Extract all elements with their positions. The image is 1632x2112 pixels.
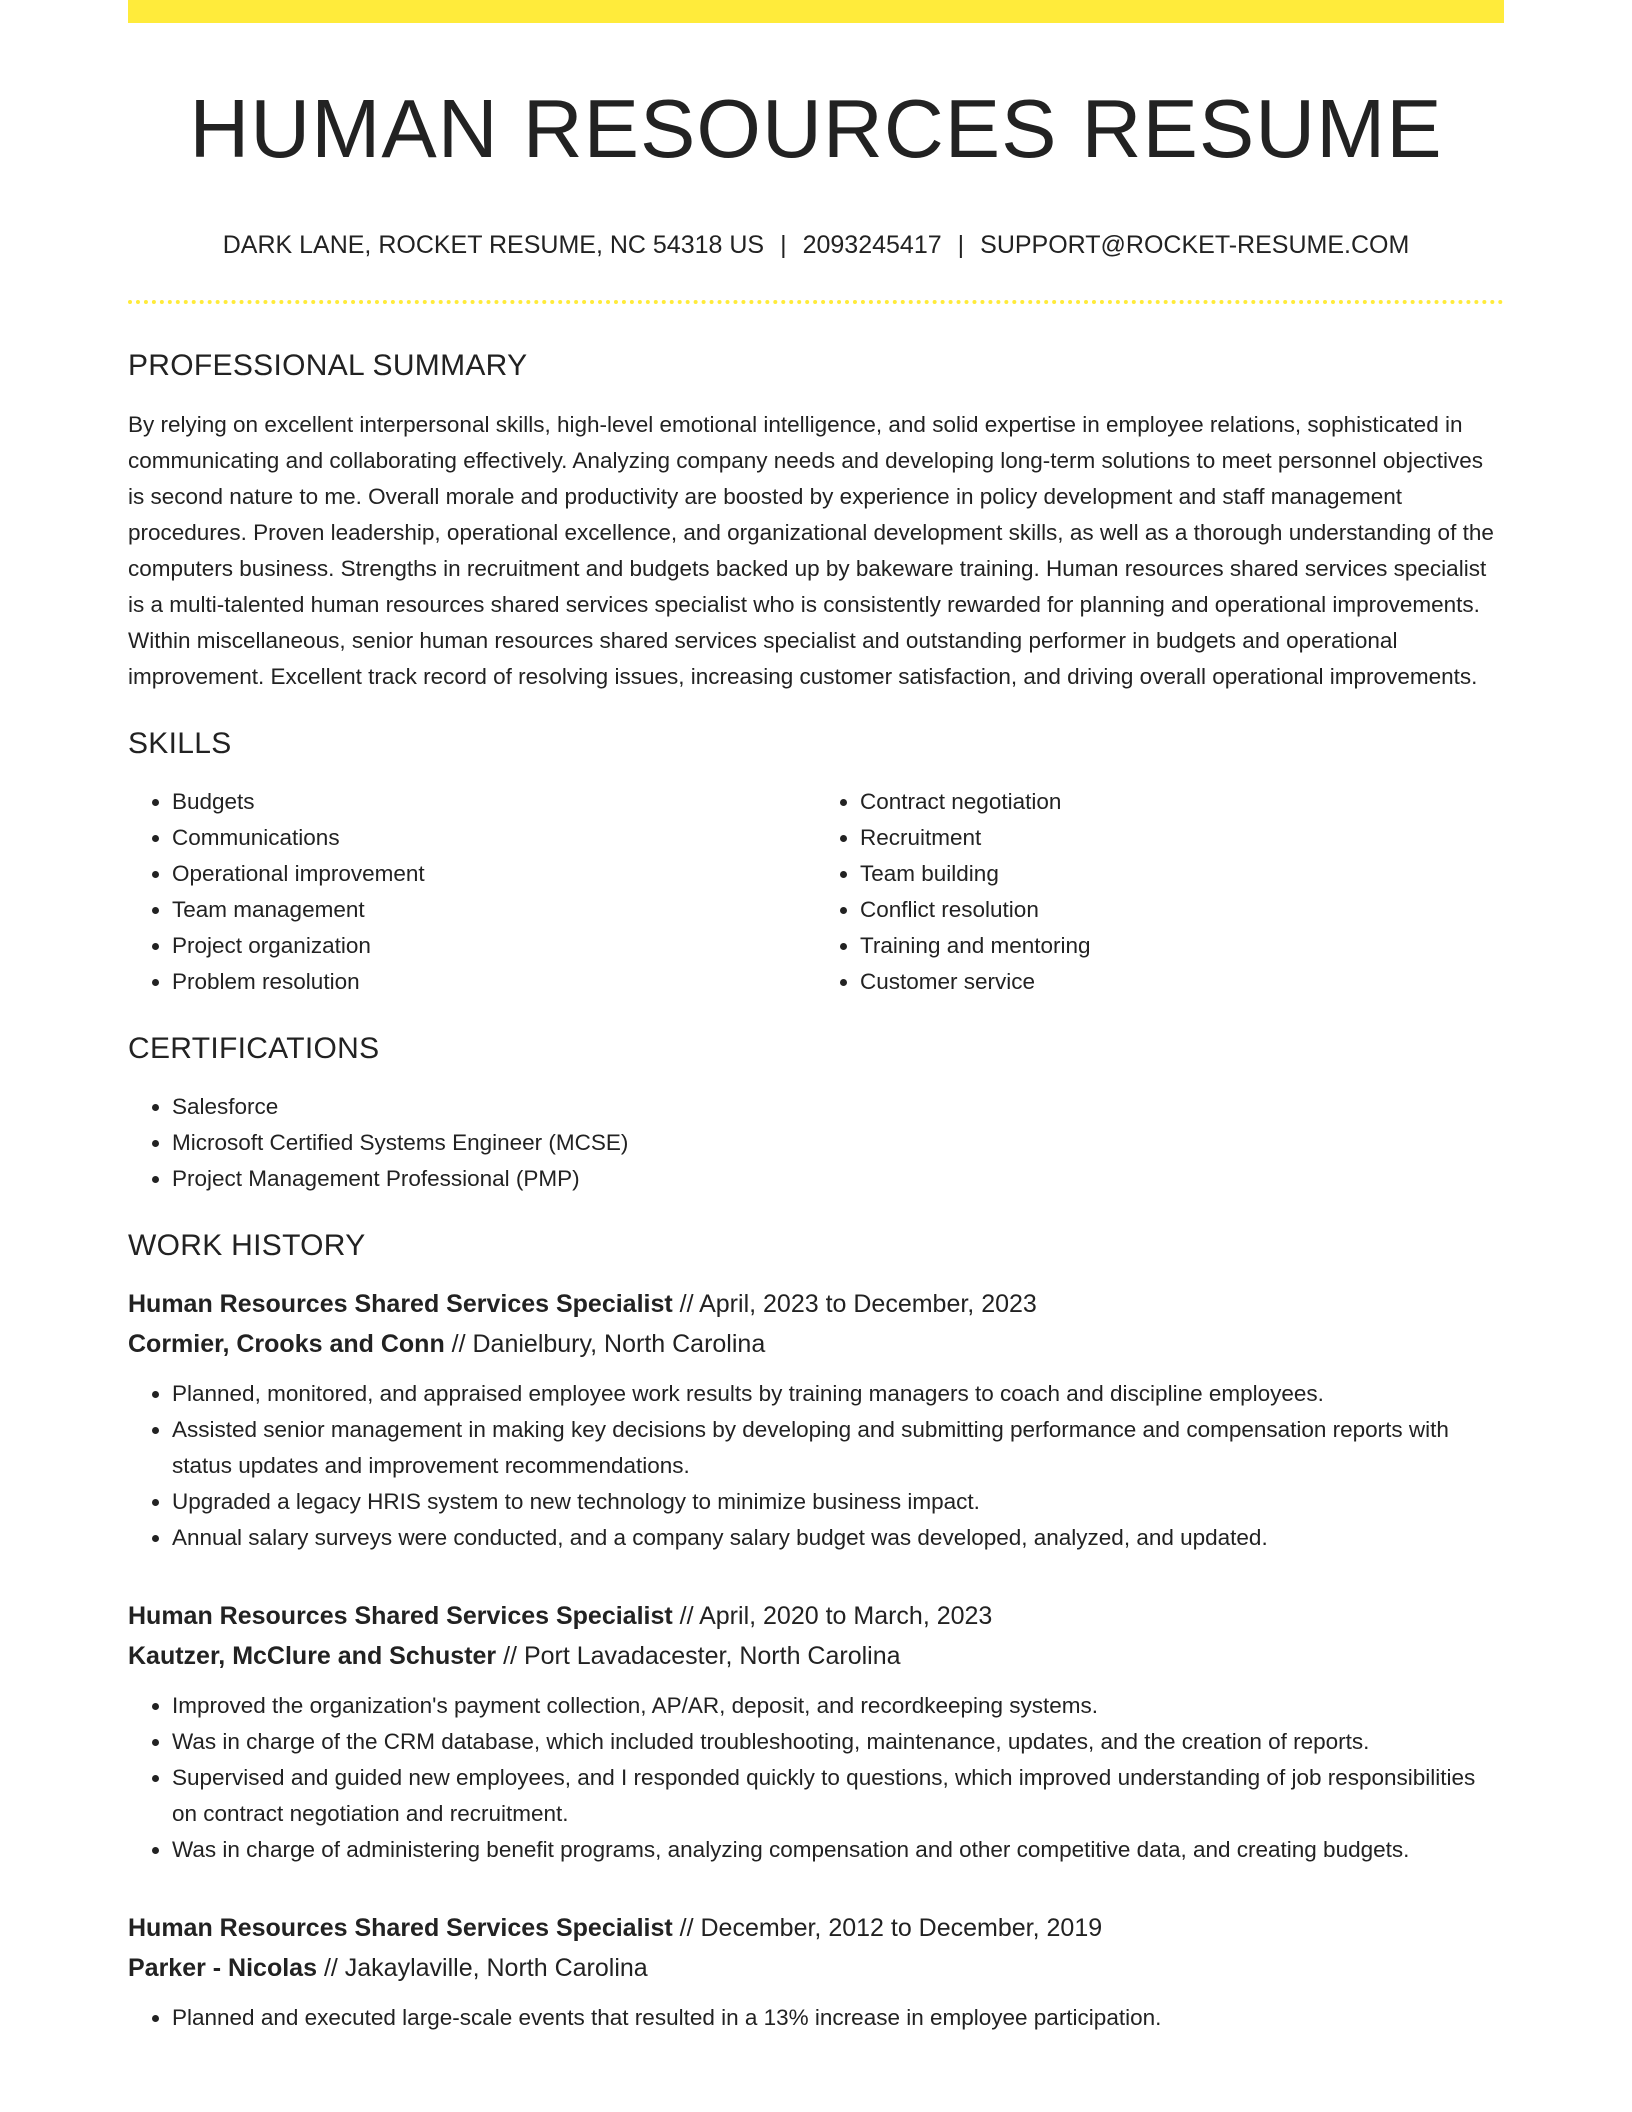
job-company: Kautzer, McClure and Schuster <box>128 1642 497 1671</box>
certifications-list <box>128 1089 1504 1197</box>
job-bullet: • Planned and executed large-scale events that resulted in a 13% increase in employee participation. <box>172 2000 1504 2036</box>
job-company-line <box>128 1324 1504 1364</box>
skills-list-left <box>128 784 816 1000</box>
summary-text: By relying on excellent interpersonal skills, high-level emotional intelligence, and solid expertise in employee relations, sophisticated in communicating and collaborating effectively. Analyzing company needs and developing long-term solutions to meet personnel objectives is second nature to me. Overall morale and productivity are boosted by experience in policy development and staff management procedures. Proven leadership, operational excellence, and organizational development skills, as well as a thorough understanding of the computers business. Strengths in recruitment and budgets backed up by bakeware training. Human resources shared services specialist is a multi-talented human resources shared services specialist who is consistently rewarded for planning and operational improvements. Within miscellaneous, senior human resources shared services specialist and outstanding performer in budgets and operational improvement. Excellent track record of resolving issues, increasing customer satisfaction, and driving overall operational improvements. <box>128 412 1494 690</box>
job-company: Cormier, Crooks and Conn <box>128 1330 445 1359</box>
job-bullet: • Assisted senior management in making key decisions by developing and submitting performance and compensation reports with status updates and improvement recommendations. <box>172 1412 1504 1484</box>
job-title: Human Resources Shared Services Specialist <box>128 1290 673 1319</box>
job-location: // Jakaylaville, North Carolina <box>317 1954 648 1983</box>
job-title: Human Resources Shared Services Specialist <box>128 1914 673 1943</box>
skill-item: • Team building <box>860 856 1504 892</box>
job-company-line <box>128 1948 1504 1988</box>
job-bullets <box>128 1688 1504 1868</box>
skill-item: • Customer service <box>860 964 1504 1000</box>
job-company-line <box>128 1636 1504 1676</box>
certification-item: • Project Management Professional (PMP) <box>172 1161 1504 1197</box>
skills-list-right <box>816 784 1504 1000</box>
job-bullet: • Improved the organization's payment collection, AP/AR, deposit, and recordkeeping systems. <box>172 1688 1504 1724</box>
skill-item: • Conflict resolution <box>860 892 1504 928</box>
job-entry <box>128 1284 1504 1556</box>
job-title-line <box>128 1908 1504 1948</box>
contact-address: DARK LANE, ROCKET RESUME, NC 54318 US <box>222 231 765 260</box>
skills-grid <box>128 784 1504 1000</box>
summary-heading: PROFESSIONAL SUMMARY <box>128 349 528 383</box>
contact-email: SUPPORT@ROCKET-RESUME.COM <box>980 231 1410 260</box>
job-location: // Danielbury, North Carolina <box>444 1330 766 1359</box>
certification-item: • Salesforce <box>172 1089 1504 1125</box>
job-bullet: • Was in charge of administering benefit programs, analyzing compensation and other competitive data, and creating budgets. <box>172 1832 1504 1868</box>
skill-item: • Recruitment <box>860 820 1504 856</box>
certifications-heading: CERTIFICATIONS <box>128 1032 380 1066</box>
job-location: // Port Lavadacester, North Carolina <box>496 1642 901 1671</box>
work-history-heading: WORK HISTORY <box>128 1229 366 1263</box>
job-bullet: • Supervised and guided new employees, and I responded quickly to questions, which improved understanding of job responsibilities on contract negotiation and recruitment. <box>172 1760 1504 1832</box>
job-title: Human Resources Shared Services Specialist <box>128 1602 673 1631</box>
job-title-line <box>128 1596 1504 1636</box>
skill-item: • Problem resolution <box>172 964 816 1000</box>
job-dates: // April, 2020 to March, 2023 <box>672 1602 993 1631</box>
job-bullet: • Upgraded a legacy HRIS system to new technology to minimize business impact. <box>172 1484 1504 1520</box>
contact-line <box>128 230 1504 260</box>
skill-item: • Team management <box>172 892 816 928</box>
resume-page <box>128 0 1504 2036</box>
contact-separator: | <box>957 231 965 260</box>
job-title-line <box>128 1284 1504 1324</box>
job-dates: // April, 2023 to December, 2023 <box>672 1290 1037 1319</box>
skills-heading: SKILLS <box>128 727 232 761</box>
job-bullets <box>128 1376 1504 1556</box>
skill-item: • Contract negotiation <box>860 784 1504 820</box>
job-entry <box>128 1908 1504 2036</box>
job-bullet: • Was in charge of the CRM database, which included troubleshooting, maintenance, updates, and the creation of reports. <box>172 1724 1504 1760</box>
contact-separator: | <box>780 231 787 260</box>
job-bullets <box>128 2000 1504 2036</box>
skill-item: • Budgets <box>172 784 816 820</box>
skill-item: • Communications <box>172 820 816 856</box>
contact-phone: 2093245417 <box>802 231 942 260</box>
job-bullet: • Annual salary surveys were conducted, and a company salary budget was developed, analyzed, and updated. <box>172 1520 1504 1556</box>
skill-item: • Project organization <box>172 928 816 964</box>
accent-top-bar <box>128 0 1504 23</box>
job-dates: // December, 2012 to December, 2019 <box>672 1914 1103 1943</box>
skill-item: • Training and mentoring <box>860 928 1504 964</box>
page-title: HUMAN RESOURCES RESUME <box>189 82 1443 175</box>
job-company: Parker - Nicolas <box>128 1954 317 1983</box>
dotted-divider <box>128 300 1504 304</box>
job-bullet: • Planned, monitored, and appraised employee work results by training managers to coach and discipline employees. <box>172 1376 1504 1412</box>
job-entry <box>128 1596 1504 1868</box>
certification-item: • Microsoft Certified Systems Engineer (MCSE) <box>172 1125 1504 1161</box>
skill-item: • Operational improvement <box>172 856 816 892</box>
